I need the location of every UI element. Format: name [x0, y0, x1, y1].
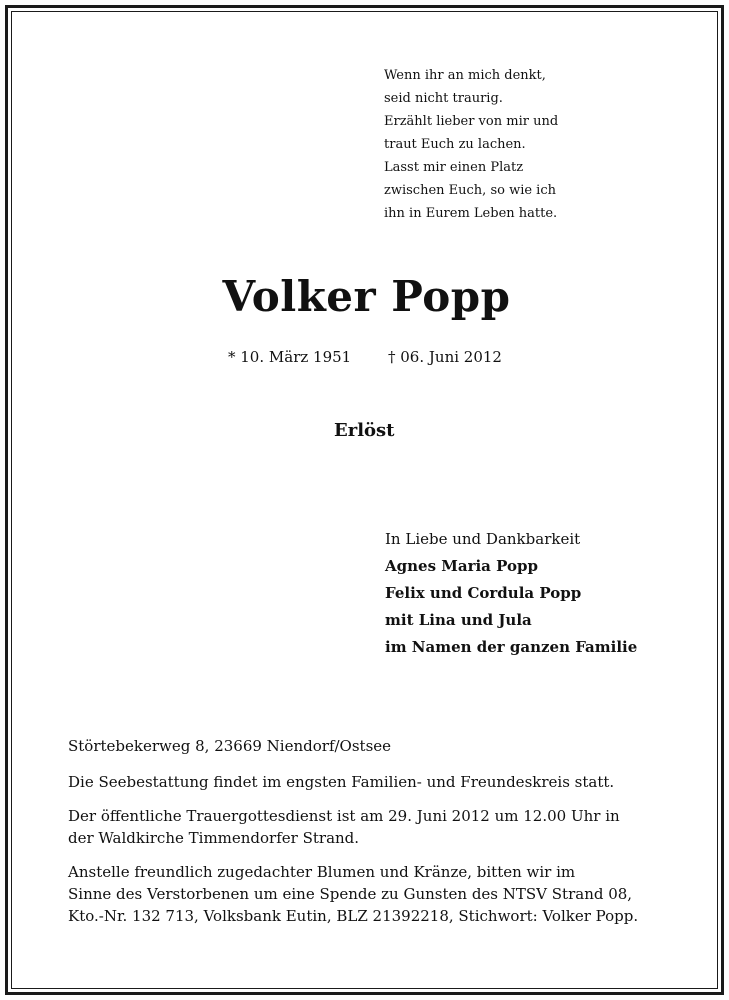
mourners-intro: In Liebe und Dankbarkeit — [385, 530, 581, 548]
information-block — [68, 735, 688, 927]
address-line: Störtebekerweg 8, 23669 Niendorf/Ostsee — [68, 737, 392, 755]
service-notice — [68, 805, 688, 849]
birth-date: * 10. März 1951 — [228, 348, 352, 366]
mourner-name: Felix und Cordula Popp — [385, 584, 582, 602]
donation-line: Kto.-Nr. 132 713, Volksbank Eutin, BLZ 21392218, Stichwort: Volker Popp. — [68, 907, 639, 925]
mourner-name: im Namen der ganzen Familie — [385, 638, 638, 656]
poem-line: Erzählt lieber von mir und — [384, 114, 559, 129]
service-line: der Waldkirche Timmendorfer Strand. — [68, 829, 360, 847]
donation-line: Anstelle freundlich zugedachter Blumen und Kränze, bitten wir im — [68, 863, 576, 881]
death-date: † 06. Juni 2012 — [388, 348, 502, 366]
poem-line: Wenn ihr an mich denkt, — [384, 68, 546, 83]
deceased-name: Volker Popp — [222, 272, 511, 321]
poem-line: seid nicht traurig. — [384, 91, 503, 106]
headline-erloest: Erlöst — [334, 420, 395, 441]
mourners-block — [385, 526, 637, 661]
mourner-name: Agnes Maria Popp — [385, 557, 538, 575]
poem-line: Lasst mir einen Platz — [384, 160, 524, 175]
poem-line: traut Euch zu lachen. — [384, 137, 526, 152]
mourner-name: mit Lina und Jula — [385, 611, 532, 629]
burial-notice: Die Seebestattung findet im engsten Familien- und Freundeskreis statt. — [68, 773, 615, 791]
memorial-poem — [384, 64, 558, 225]
poem-line: zwischen Euch, so wie ich — [384, 183, 556, 198]
poem-line: ihn in Eurem Leben hatte. — [384, 206, 558, 221]
donation-notice — [68, 861, 688, 927]
service-line: Der öffentliche Trauergottesdienst ist am 29. Juni 2012 um 12.00 Uhr in — [68, 807, 620, 825]
deceased-name-heading — [0, 272, 729, 321]
donation-line: Sinne des Verstorbenen um eine Spende zu Gunsten des NTSV Strand 08, — [68, 885, 633, 903]
